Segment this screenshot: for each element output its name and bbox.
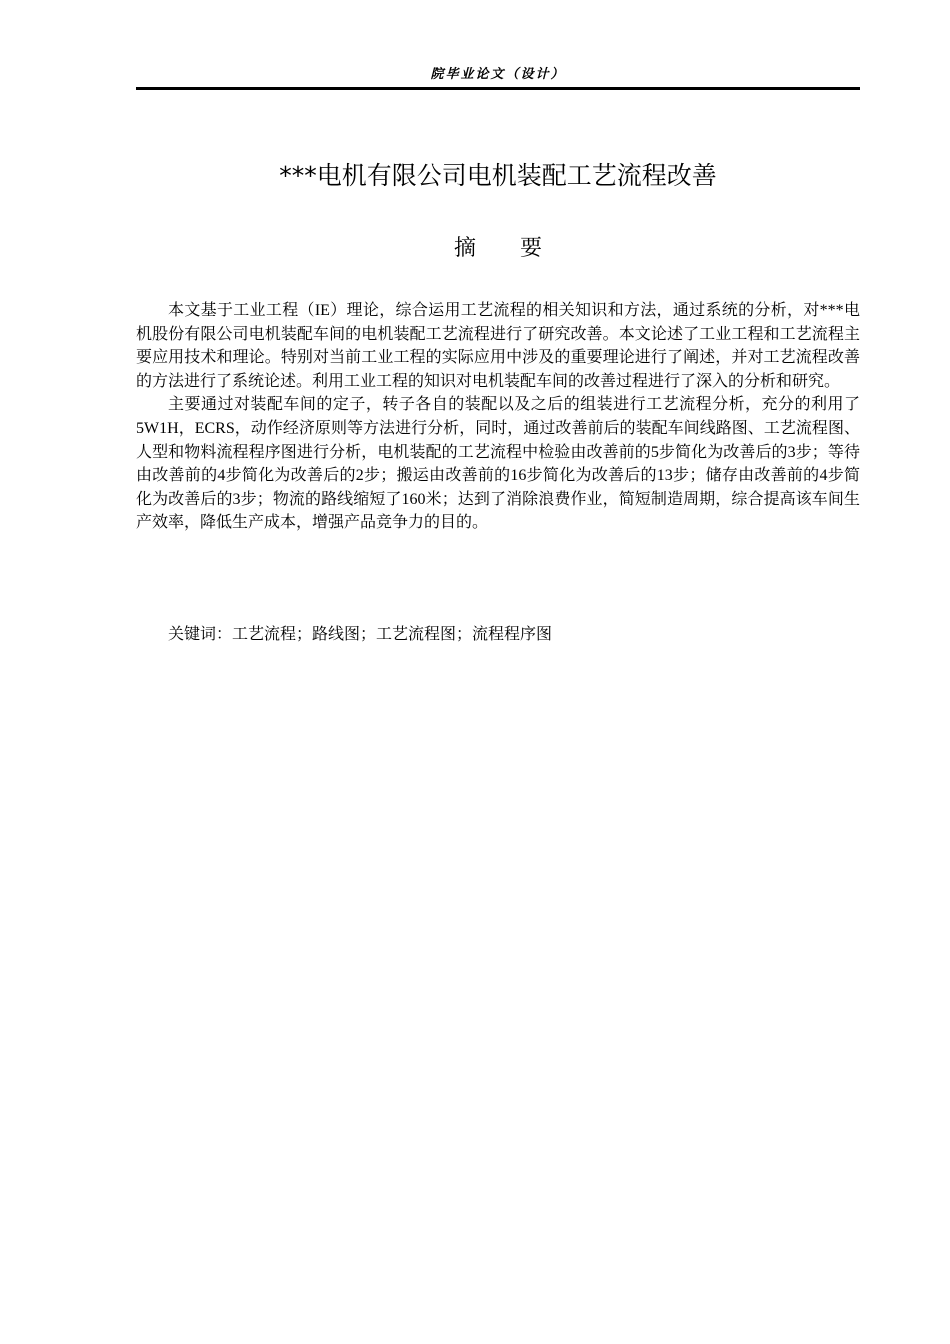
header-rule xyxy=(136,87,860,90)
abstract-heading: 摘要 xyxy=(453,236,586,261)
paper-title: ***电机有限公司电机装配工艺流程改善 xyxy=(279,161,717,190)
abstract-paragraph: 本文基于工业工程（IE）理论，综合运用工艺流程的相关知识和方法，通过系统的分析，对***电机股份有限公司电机装配车间的电机装配工艺流程进行了研究改善。本文论述了工业工程和工艺流程主要应用技术和理论。特别对当前工业工程的实际应用中涉及的重要理论进行了阐述，并对工艺流程改善的方法进行了系统论述。利用工业工程的知识对电机装配车间的改善过程进行了深入的分析和研究。 xyxy=(136,302,860,390)
abstract-body xyxy=(136,299,860,535)
running-header: 院毕业论文（设计） xyxy=(430,67,566,82)
keywords-line: 关键词：工艺流程；路线图；工艺流程图；流程程序图 xyxy=(168,626,553,643)
abstract-paragraph: 主要通过对装配车间的定子，转子各自的装配以及之后的组装进行工艺流程分析，充分的利用了5W1H，ECRS，动作经济原则等方法进行分析，同时，通过改善前后的装配车间线路图、工艺流程图、人型和物料流程程序图进行分析，电机装配的工艺流程中检验由改善前的5步简化为改善后的3步；等待由改善前的4步简化为改善后的2步；搬运由改善前的16步简化为改善后的13步；储存由改善前的4步简化为改善后的3步；物流的路线缩短了160米；达到了消除浪费作业，简短制造周期，综合提高该车间生产效率，降低生产成本，增强产品竞争力的目的。 xyxy=(136,396,860,532)
